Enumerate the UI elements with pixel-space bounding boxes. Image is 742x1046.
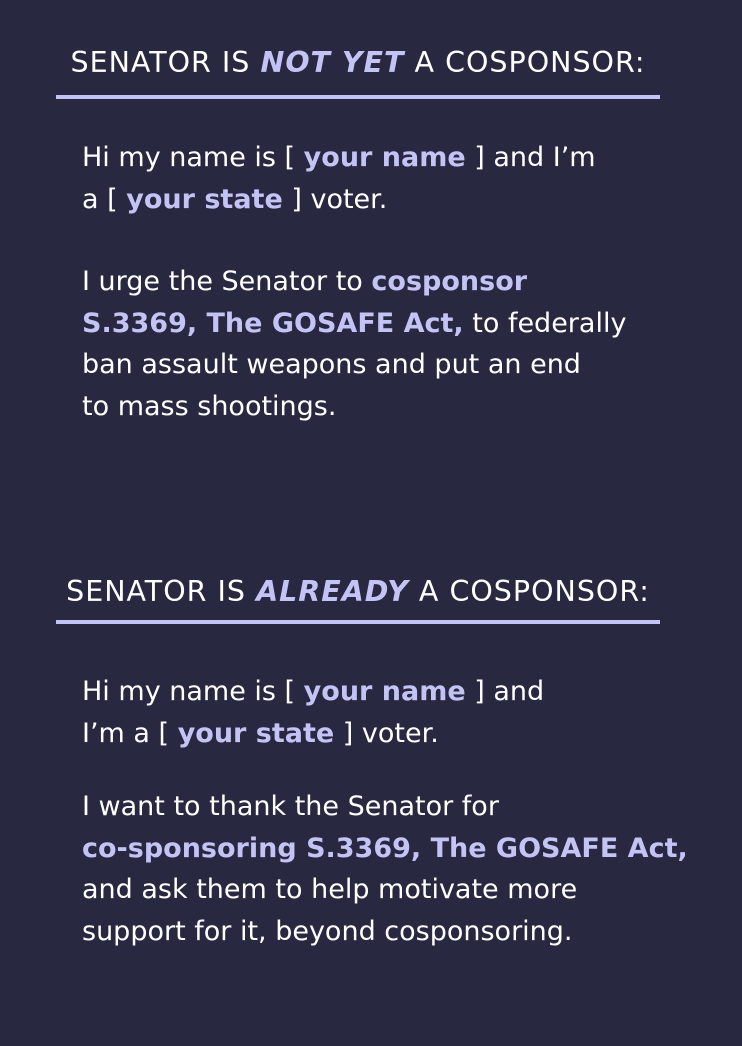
section-heading — [56, 46, 660, 79]
intro-line-2 — [82, 713, 682, 755]
intro-text: I’m a [ — [82, 717, 178, 749]
intro-line-1 — [82, 671, 682, 713]
name-placeholder: your name — [303, 142, 466, 173]
intro-text: ] voter. — [334, 717, 439, 749]
message-line-1: I want to thank the Senator for — [82, 791, 499, 822]
name-placeholder: your name — [303, 676, 466, 707]
intro-text: Hi my name is [ — [82, 676, 304, 707]
message-line-1 — [82, 261, 682, 303]
message-line-2 — [82, 303, 682, 345]
intro-text: a [ — [82, 183, 127, 215]
heading-suffix: A COSPONSOR: — [404, 46, 646, 79]
heading-prefix: SENATOR IS — [70, 46, 261, 79]
heading-emphasis: ALREADY — [256, 575, 409, 608]
message-text: I urge the Senator to — [82, 266, 372, 297]
section-heading — [56, 575, 660, 608]
heading-prefix: SENATOR IS — [66, 575, 257, 608]
intro-paragraph — [82, 671, 682, 754]
bill-name: S.3369, The GOSAFE Act, — [82, 307, 464, 339]
heading-underline — [56, 95, 660, 99]
message-paragraph — [82, 261, 682, 427]
heading-suffix: A COSPONSOR: — [408, 575, 650, 608]
bill-name: co-sponsoring S.3369, The GOSAFE Act, — [82, 832, 688, 864]
message-text: to federally — [463, 307, 627, 339]
message-line-4: support for it, beyond cosponsoring. — [82, 915, 573, 947]
message-paragraph — [82, 786, 688, 952]
state-placeholder: your state — [126, 183, 283, 215]
intro-text: Hi my name is [ — [82, 142, 304, 173]
heading-underline — [56, 620, 660, 624]
intro-line-2 — [82, 179, 682, 221]
message-line-3: and ask them to help motivate more — [82, 874, 578, 905]
heading-emphasis: NOT YET — [260, 46, 405, 79]
message-line-4: to mass shootings. — [82, 390, 337, 422]
intro-text: ] and — [465, 676, 545, 707]
message-highlight: cosponsor — [371, 266, 528, 297]
message-line-3: ban assault weapons and put an end — [82, 349, 581, 380]
intro-line-1 — [82, 137, 682, 179]
state-placeholder: your state — [177, 717, 335, 749]
intro-paragraph — [82, 137, 682, 220]
intro-text: ] voter. — [282, 183, 388, 215]
intro-text: ] and I’m — [465, 142, 596, 173]
